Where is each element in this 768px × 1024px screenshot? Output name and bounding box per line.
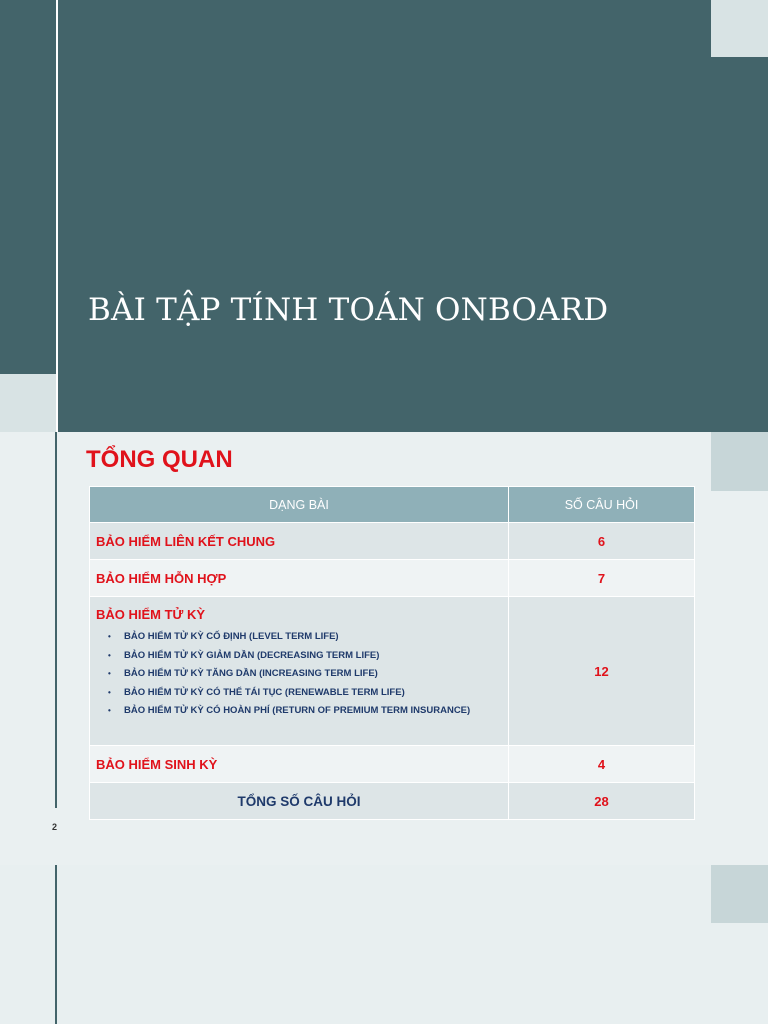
list-item: • BẢO HIỂM TỬ KỲ CỐ ĐỊNH (LEVEL TERM LIFE)	[124, 628, 508, 647]
table-row	[90, 746, 695, 783]
count-cell: 7	[509, 560, 695, 597]
list-item: • BẢO HIỂM TỬ KỲ TĂNG DẦN (INCREASING TERM LIFE)	[124, 665, 508, 684]
next-slide	[0, 865, 768, 1024]
table-row	[90, 523, 695, 560]
total-label: TỔNG SỐ CÂU HỎI	[90, 783, 509, 820]
count-cell: 4	[509, 746, 695, 783]
slide-title: BÀI TẬP TÍNH TOÁN ONBOARD	[88, 292, 609, 328]
table-row	[90, 560, 695, 597]
vertical-divider	[55, 432, 57, 808]
left-decor-square	[0, 374, 56, 432]
total-value: 28	[509, 783, 695, 820]
table-row	[90, 597, 695, 746]
list-item: • BẢO HIỂM TỬ KỲ CÓ HOÀN PHÍ (RETURN OF PREMIUM TERM INSURANCE)	[124, 702, 508, 721]
left-decor-panel	[0, 0, 56, 374]
column-header-type: DẠNG BÀI	[90, 487, 509, 523]
top-right-decor-square	[711, 0, 768, 57]
subtype-list	[96, 628, 508, 721]
total-row	[90, 783, 695, 820]
category-cell	[90, 597, 509, 746]
list-item: • BẢO HIỂM TỬ KỲ CÓ THỂ TÁI TỤC (RENEWABLE TERM LIFE)	[124, 684, 508, 703]
count-cell: 6	[509, 523, 695, 560]
category-cell: BẢO HIỂM HỖN HỢP	[90, 560, 509, 597]
list-item: • BẢO HIỂM TỬ KỲ GIẢM DẦN (DECREASING TERM LIFE)	[124, 647, 508, 666]
overview-heading: TỔNG QUAN	[86, 446, 233, 473]
overview-table	[89, 486, 695, 820]
table-header-row	[90, 487, 695, 523]
vertical-divider	[56, 0, 58, 432]
page-number: 2	[52, 822, 58, 832]
vertical-divider	[55, 865, 57, 1024]
right-decor-square	[711, 432, 768, 491]
category-label: BẢO HIỂM TỬ KỲ	[96, 607, 206, 622]
right-decor-square	[711, 865, 768, 923]
count-cell: 12	[509, 597, 695, 746]
column-header-count: SỐ CÂU HỎI	[509, 487, 695, 523]
title-slide	[0, 0, 768, 432]
category-cell: BẢO HIỂM LIÊN KẾT CHUNG	[90, 523, 509, 560]
category-cell: BẢO HIỂM SINH KỲ	[90, 746, 509, 783]
